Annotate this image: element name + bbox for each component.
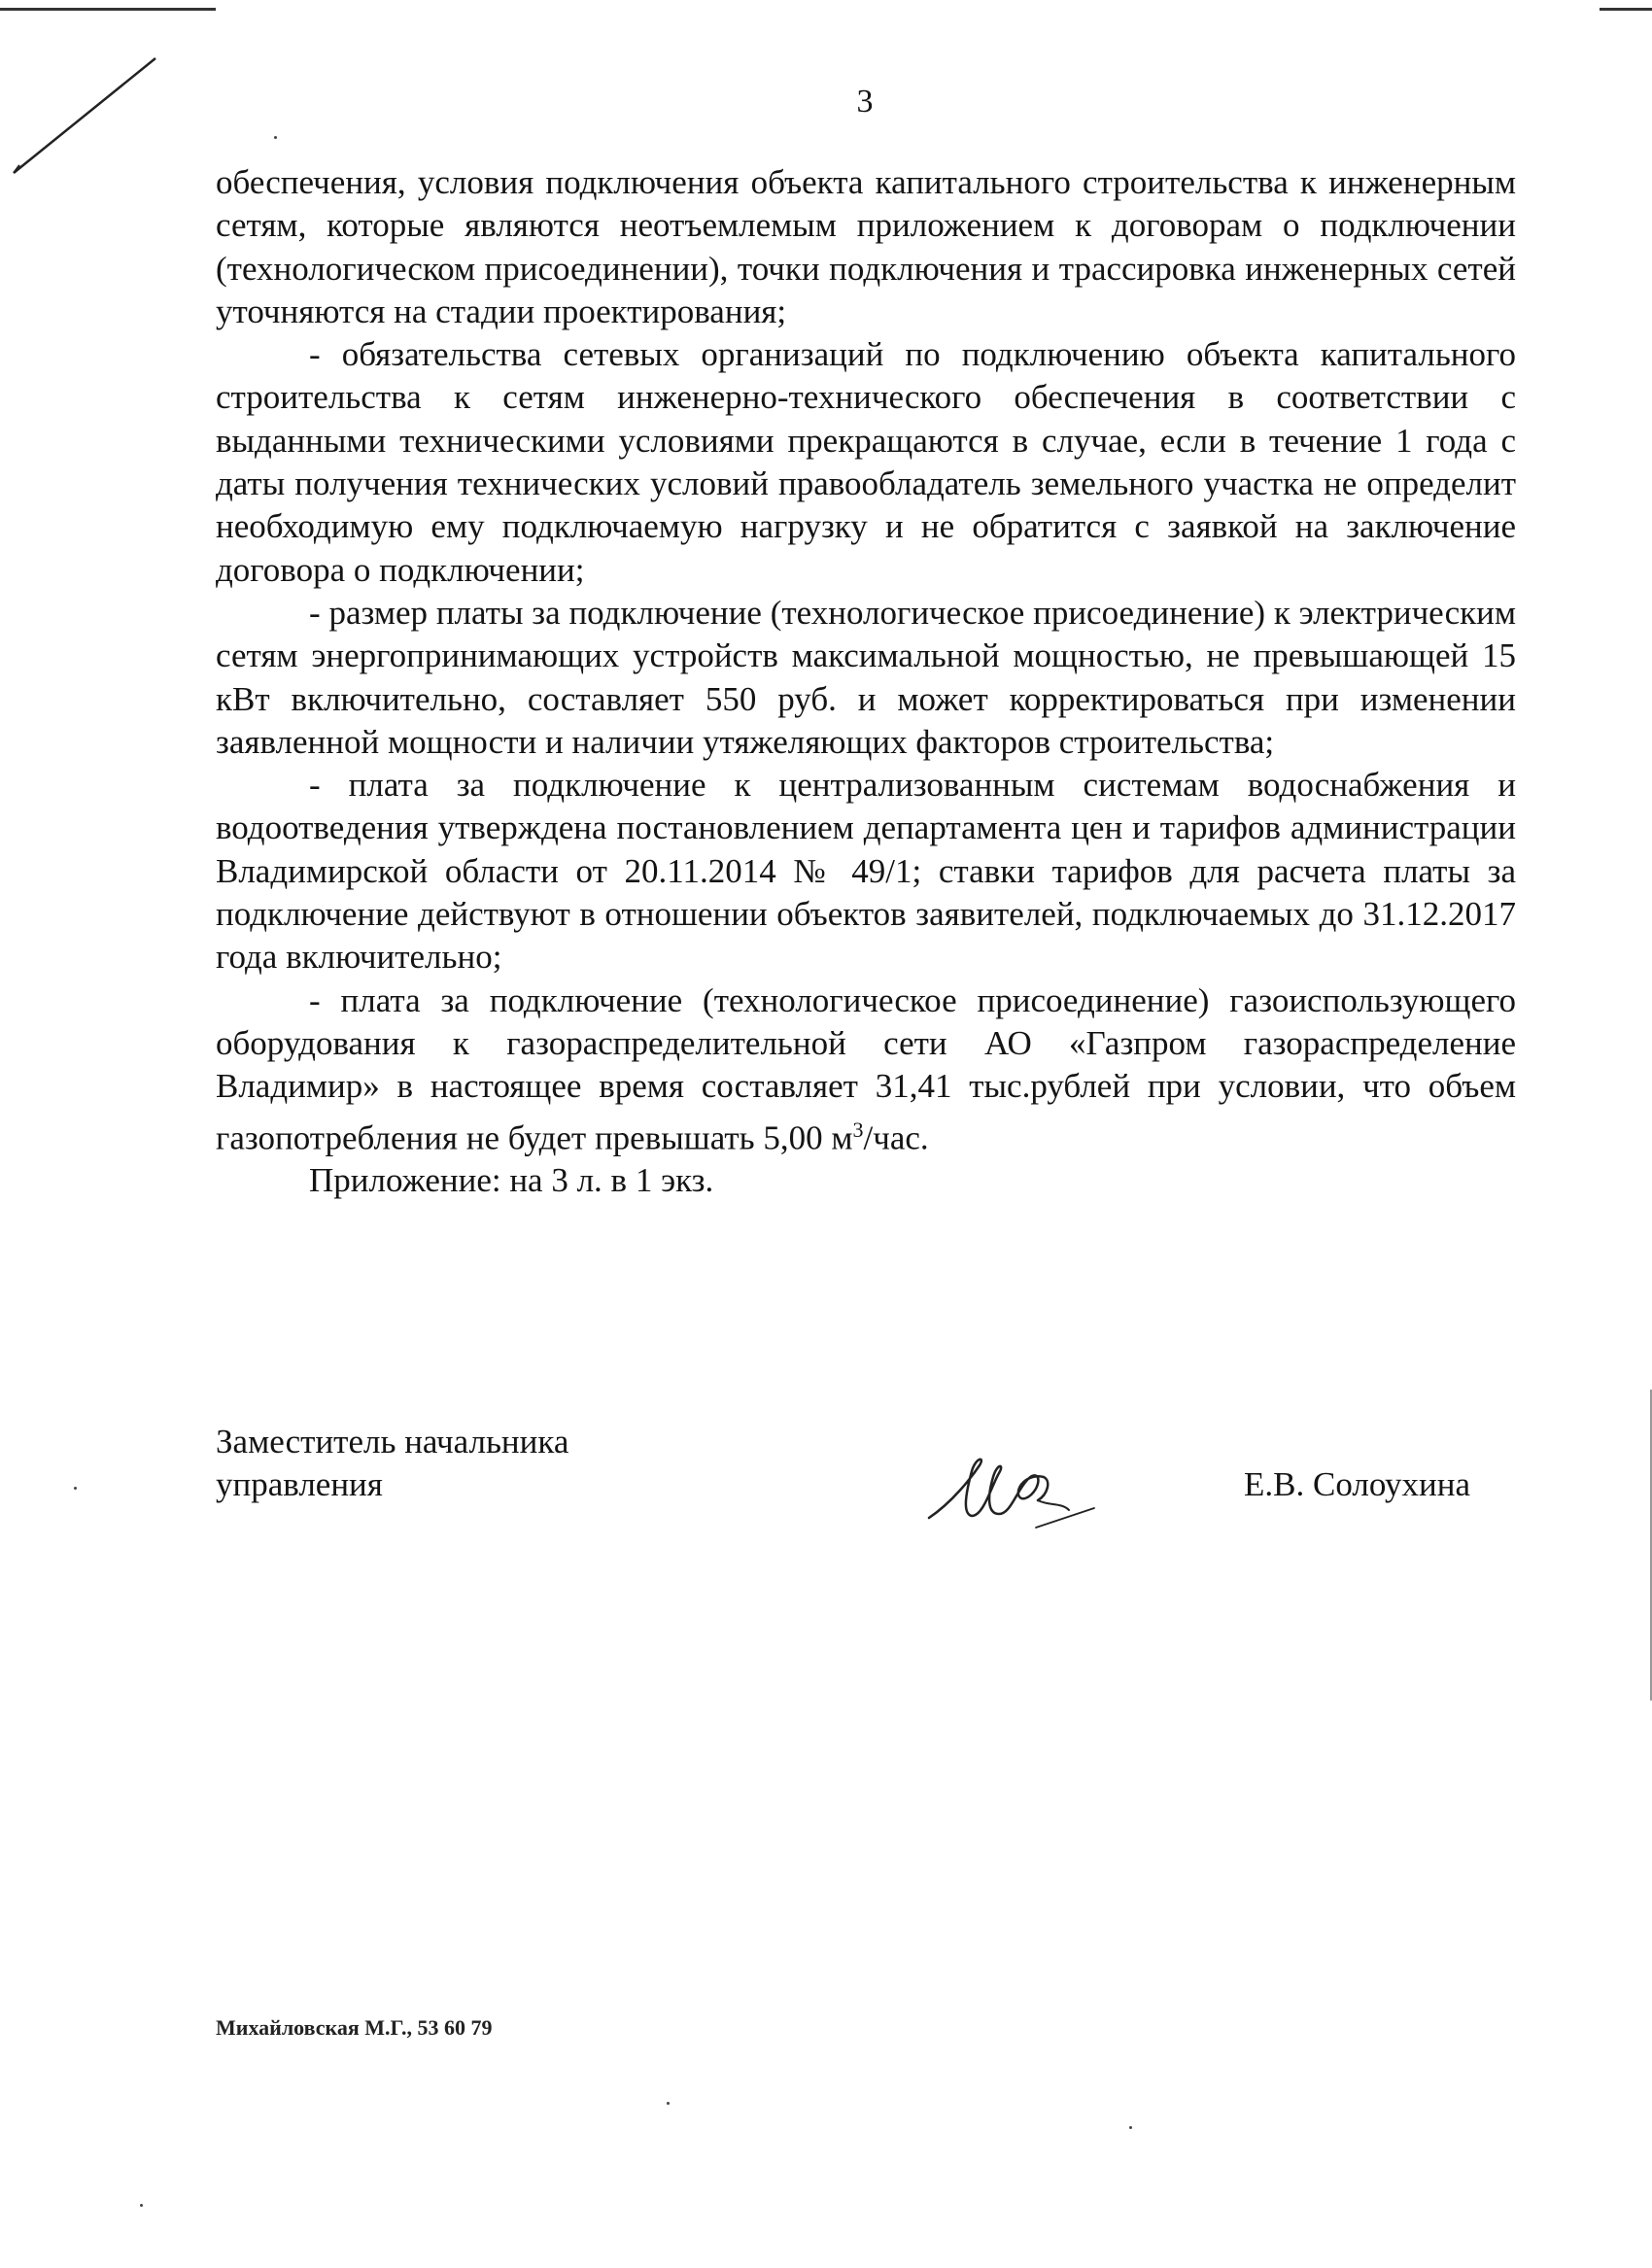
paragraph-gas-fee <box>216 979 1516 1160</box>
position-line-1: Заместитель начальника <box>216 1423 569 1460</box>
scan-speck <box>1129 2126 1132 2129</box>
signatory-position <box>216 1421 568 1506</box>
handwritten-signature <box>923 1438 1118 1545</box>
scan-speck <box>74 1487 77 1490</box>
executor-contact: Михайловская М.Г., 53 60 79 <box>216 2015 493 2040</box>
position-line-2: управления <box>216 1465 383 1503</box>
gas-fee-unit: /час. <box>863 1118 929 1157</box>
paragraph-electric-fee: - размер платы за подключение (технологическое присоединение) к электрическим сетям энергопринимающих устройств максимальной мощностью, не превышающей 15 кВт включительно, составляет 550 руб. и может корректироваться при изменении заявленной мощности и наличии утяжеляющих факторов строительства; <box>216 593 1516 761</box>
cubic-superscript: 3 <box>852 1117 864 1142</box>
scan-speck <box>667 2102 670 2105</box>
scan-speck <box>140 2204 143 2207</box>
scan-edge-mark <box>1600 8 1652 11</box>
signatory-name: Е.В. Солоухина <box>1244 1465 1470 1503</box>
attachment-note: Приложение: на 3 л. в 1 экз. <box>309 1161 714 1200</box>
page-number: 3 <box>856 84 874 120</box>
scan-speck <box>274 136 277 139</box>
paragraph-obligations: - обязательства сетевых организаций по подключению объекта капитального строительства к сетям инженерно-технического обеспечения в соответствии с выданными техническими условиями прекращаются в случае, если в течение 1 года с даты получения технических условий правообладатель земельного участка не определит необходимую ему подключаемую нагрузку и не обратится с заявкой на заключение договора о подключении; <box>216 335 1516 589</box>
letter-body <box>216 161 1516 1203</box>
paragraph-continuation: обеспечения, условия подключения объекта капитального строительства к инженерным сетям, которые являются неотъемлемым приложением к договорам о подключении (технологическом присоединении), точки подключения и трассировка инженерных сетей уточняются на стадии проектирования; <box>216 163 1516 330</box>
paragraph-water-fee: - плата за подключение к централизованным системам водоснабжения и водоотведения утверждена постановлением департамента цен и тарифов администрации Владимирской области от 20.11.2014 № 49/1; ставки тарифов для расчета платы за подключение действуют в отношении объектов заявителей, подключаемых до 31.12.2017 года включительно; <box>216 766 1516 977</box>
gas-fee-text: - плата за подключение (технологическое присоединение) газоиспользующего оборудования к газораспределительной сети АО «Газпром газораспределение Владимир» в настоящее время составляет 31,41 тыс.рублей при условии, что объем газопотребления не будет превышать 5,00 м <box>216 980 1516 1157</box>
